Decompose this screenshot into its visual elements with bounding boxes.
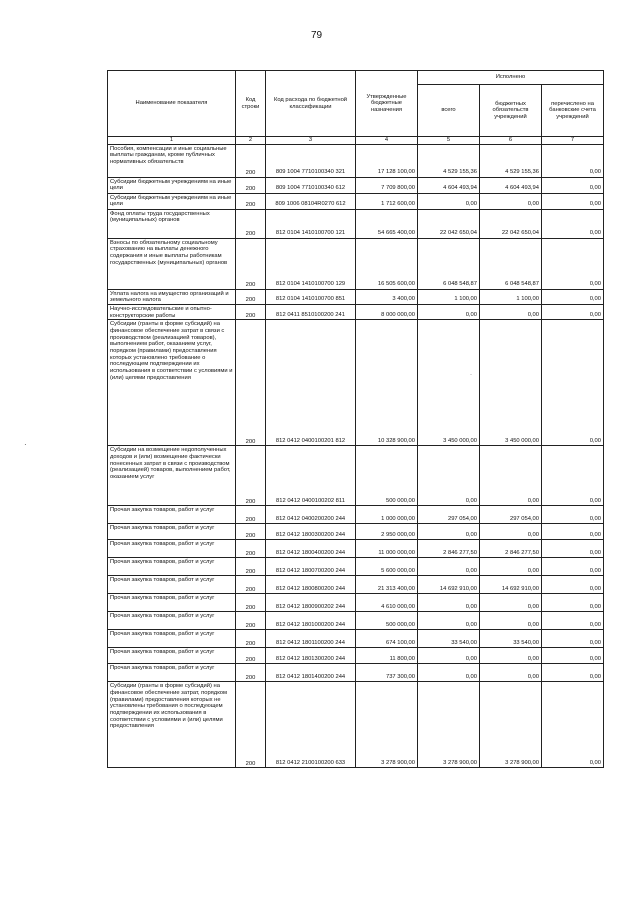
row-executed-bank: 0,00 xyxy=(542,506,604,524)
table-row xyxy=(108,664,604,682)
row-executed-institutions: 0,00 xyxy=(480,594,542,612)
row-line-code: 200 xyxy=(236,648,266,664)
row-executed-total: 0,00 xyxy=(418,193,480,209)
row-line-code: 200 xyxy=(236,193,266,209)
row-expense-code: 812 0412 2100100200 633 xyxy=(266,682,356,768)
row-executed-institutions: 3 450 000,00 xyxy=(480,320,542,446)
header-expense-code: Код расхода по бюджетной классификации xyxy=(266,71,356,137)
row-executed-bank: 0,00 xyxy=(542,177,604,193)
row-executed-bank: 0,00 xyxy=(542,682,604,768)
row-approved: 17 128 100,00 xyxy=(356,144,418,177)
row-executed-institutions: 4 604 493,94 xyxy=(480,177,542,193)
row-approved: 500 000,00 xyxy=(356,612,418,630)
col-number: 7 xyxy=(542,137,604,145)
header-name: Наименование показателя xyxy=(108,71,236,137)
row-executed-bank: 0,00 xyxy=(542,144,604,177)
table-row xyxy=(108,144,604,177)
row-executed-total: 0,00 xyxy=(418,524,480,540)
row-line-code: 200 xyxy=(236,144,266,177)
row-approved: 1 000 000,00 xyxy=(356,506,418,524)
table-row xyxy=(108,576,604,594)
row-expense-code: 812 0412 0400100202 811 xyxy=(266,446,356,506)
row-expense-code: 812 0412 1801100200 244 xyxy=(266,630,356,648)
row-approved: 674 100,00 xyxy=(356,630,418,648)
row-executed-bank: 0,00 xyxy=(542,648,604,664)
row-executed-institutions: 0,00 xyxy=(480,193,542,209)
row-approved: 11 800,00 xyxy=(356,648,418,664)
row-executed-bank: 0,00 xyxy=(542,238,604,289)
row-line-code: 200 xyxy=(236,630,266,648)
row-executed-total: 0,00 xyxy=(418,304,480,319)
row-line-code: 200 xyxy=(236,289,266,304)
row-name: Прочая закупка товаров, работ и услуг xyxy=(108,612,236,630)
table-row xyxy=(108,524,604,540)
table-row xyxy=(108,177,604,193)
row-approved: 54 665 400,00 xyxy=(356,209,418,238)
row-name: Фонд оплаты труда государственных (муниципальных) органов xyxy=(108,209,236,238)
row-executed-institutions: 4 529 155,36 xyxy=(480,144,542,177)
row-expense-code: 812 0412 1800300200 244 xyxy=(266,524,356,540)
row-line-code: 200 xyxy=(236,540,266,558)
header-row-1 xyxy=(108,71,604,85)
row-executed-institutions: 0,00 xyxy=(480,664,542,682)
row-executed-institutions: 33 540,00 xyxy=(480,630,542,648)
row-expense-code: 812 0412 1801400200 244 xyxy=(266,664,356,682)
row-line-code: 200 xyxy=(236,320,266,446)
row-executed-total: 14 692 910,00 xyxy=(418,576,480,594)
row-name: Прочая закупка товаров, работ и услуг xyxy=(108,524,236,540)
row-approved: 2 950 000,00 xyxy=(356,524,418,540)
row-executed-total: 6 048 548,87 xyxy=(418,238,480,289)
row-executed-bank: 0,00 xyxy=(542,594,604,612)
row-expense-code: 812 0412 1800800200 244 xyxy=(266,576,356,594)
row-approved: 8 000 000,00 xyxy=(356,304,418,319)
header-approved: Утвержденные бюджетные назначения xyxy=(356,71,418,137)
row-executed-institutions: 2 846 277,50 xyxy=(480,540,542,558)
row-executed-institutions: 0,00 xyxy=(480,524,542,540)
row-executed-total: 0,00 xyxy=(418,594,480,612)
row-name: Прочая закупка товаров, работ и услуг xyxy=(108,648,236,664)
header-budget-institutions: бюджетных обязательств учреждений xyxy=(480,85,542,137)
row-expense-code: 812 0412 1800400200 244 xyxy=(266,540,356,558)
table-row xyxy=(108,682,604,768)
row-executed-total: 4 604 493,94 xyxy=(418,177,480,193)
table-row xyxy=(108,630,604,648)
row-name: Субсидии (гранты в форме субсидий) на финансовое обеспечение затрат, порядком (правилами) предоставления которых не установлены требования о последующем подтверждении их использования в соответствии с условиями и (или) целями предоставления xyxy=(108,682,236,768)
row-expense-code: 812 0104 1410100700 121 xyxy=(266,209,356,238)
col-number: 5 xyxy=(418,137,480,145)
row-executed-institutions: 0,00 xyxy=(480,648,542,664)
table-row xyxy=(108,320,604,446)
row-executed-institutions: 22 042 650,04 xyxy=(480,209,542,238)
row-approved: 7 709 800,00 xyxy=(356,177,418,193)
row-approved: 4 610 000,00 xyxy=(356,594,418,612)
col-number: 1 xyxy=(108,137,236,145)
table-row xyxy=(108,446,604,506)
row-name: Субсидии (гранты в форме субсидий) на финансовое обеспечение затрат в связи с производством (реализацией товаров), выполнением работ, оказанием услуг, порядком (правилами) предоставления которых установлено требование о последующем подтверждении их использования в соответствии с условиями и (или) целями предоставления xyxy=(108,320,236,446)
row-executed-total: 0,00 xyxy=(418,664,480,682)
row-expense-code: 809 1004 7710100340 612 xyxy=(266,177,356,193)
row-executed-total: 0,00 xyxy=(418,558,480,576)
row-line-code: 200 xyxy=(236,594,266,612)
row-executed-bank: 0,00 xyxy=(542,320,604,446)
row-approved: 3 400,00 xyxy=(356,289,418,304)
row-executed-total: 0,00 xyxy=(418,648,480,664)
header-line-code: Код строки xyxy=(236,71,266,137)
row-approved: 16 505 600,00 xyxy=(356,238,418,289)
row-executed-total: 0,00 xyxy=(418,612,480,630)
row-expense-code: 812 0412 1800700200 244 xyxy=(266,558,356,576)
row-executed-total: 22 042 650,04 xyxy=(418,209,480,238)
row-executed-bank: 0,00 xyxy=(542,558,604,576)
row-executed-total: 2 846 277,50 xyxy=(418,540,480,558)
row-executed-total: 33 540,00 xyxy=(418,630,480,648)
row-line-code: 200 xyxy=(236,682,266,768)
col-number: 6 xyxy=(480,137,542,145)
row-executed-institutions: 0,00 xyxy=(480,304,542,319)
row-line-code: 200 xyxy=(236,612,266,630)
row-line-code: 200 xyxy=(236,576,266,594)
header-total: всего xyxy=(418,85,480,137)
row-name: Взносы по обязательному социальному страхованию на выплаты денежного содержания и иные выплаты работникам государственных (муниципальных) органов xyxy=(108,238,236,289)
row-executed-bank: 0,00 xyxy=(542,304,604,319)
table-row xyxy=(108,209,604,238)
table-row xyxy=(108,594,604,612)
row-line-code: 200 xyxy=(236,238,266,289)
row-executed-institutions: 0,00 xyxy=(480,558,542,576)
row-executed-institutions: 1 100,00 xyxy=(480,289,542,304)
table-row xyxy=(108,289,604,304)
row-expense-code: 809 1004 7710100340 321 xyxy=(266,144,356,177)
row-expense-code: 812 0412 0400200200 244 xyxy=(266,506,356,524)
row-executed-total: 0,00 xyxy=(418,446,480,506)
row-approved: 3 278 900,00 xyxy=(356,682,418,768)
row-expense-code: 809 1006 08104R0270 612 xyxy=(266,193,356,209)
row-executed-institutions: 297 054,00 xyxy=(480,506,542,524)
row-name: Прочая закупка товаров, работ и услуг xyxy=(108,540,236,558)
row-executed-bank: 0,00 xyxy=(542,630,604,648)
scan-speck: · xyxy=(24,440,27,449)
row-name: Прочая закупка товаров, работ и услуг xyxy=(108,506,236,524)
row-approved: 21 313 400,00 xyxy=(356,576,418,594)
col-number: 2 xyxy=(236,137,266,145)
row-name: Прочая закупка товаров, работ и услуг xyxy=(108,630,236,648)
row-name: Субсидии бюджетным учреждениям на иные цели xyxy=(108,193,236,209)
row-approved: 10 328 900,00 xyxy=(356,320,418,446)
row-line-code: 200 xyxy=(236,446,266,506)
header-executed: Исполнено xyxy=(418,71,604,85)
row-name: Прочая закупка товаров, работ и услуг xyxy=(108,558,236,576)
col-number: 4 xyxy=(356,137,418,145)
row-executed-bank: 0,00 xyxy=(542,540,604,558)
row-executed-total: 3 278 900,00 xyxy=(418,682,480,768)
row-approved: 737 300,00 xyxy=(356,664,418,682)
row-executed-bank: 0,00 xyxy=(542,289,604,304)
row-approved: 11 000 000,00 xyxy=(356,540,418,558)
row-executed-bank: 0,00 xyxy=(542,524,604,540)
row-name: Научно-исследовательские и опытно-конструкторские работы xyxy=(108,304,236,319)
row-approved: 500 000,00 xyxy=(356,446,418,506)
row-executed-total: 1 100,00 xyxy=(418,289,480,304)
row-executed-total: 4 529 155,36 xyxy=(418,144,480,177)
row-expense-code: 812 0412 0400100201 812 xyxy=(266,320,356,446)
header-bank-accounts: перечислено на банковские счета учреждений xyxy=(542,85,604,137)
row-expense-code: 812 0104 1410100700 129 xyxy=(266,238,356,289)
row-executed-institutions: 14 692 910,00 xyxy=(480,576,542,594)
row-expense-code: 812 0104 1410100700 851 xyxy=(266,289,356,304)
row-line-code: 200 xyxy=(236,664,266,682)
row-executed-institutions: 3 278 900,00 xyxy=(480,682,542,768)
row-approved: 1 712 600,00 xyxy=(356,193,418,209)
row-name: Прочая закупка товаров, работ и услуг xyxy=(108,576,236,594)
row-executed-bank: 0,00 xyxy=(542,193,604,209)
row-line-code: 200 xyxy=(236,558,266,576)
row-executed-bank: 0,00 xyxy=(542,612,604,630)
row-name: Прочая закупка товаров, работ и услуг xyxy=(108,664,236,682)
table-row xyxy=(108,193,604,209)
row-expense-code: 812 0412 1801300200 244 xyxy=(266,648,356,664)
table-row xyxy=(108,648,604,664)
row-executed-bank: 0,00 xyxy=(542,446,604,506)
row-approved: 5 600 000,00 xyxy=(356,558,418,576)
page-number: 79 xyxy=(310,30,323,41)
column-number-row xyxy=(108,137,604,145)
table-row xyxy=(108,506,604,524)
table-row xyxy=(108,558,604,576)
row-line-code: 200 xyxy=(236,209,266,238)
table-row xyxy=(108,238,604,289)
row-expense-code: 812 0411 8510100200 241 xyxy=(266,304,356,319)
row-name: Уплата налога на имущество организаций и земельного налога xyxy=(108,289,236,304)
row-executed-institutions: 0,00 xyxy=(480,446,542,506)
row-executed-bank: 0,00 xyxy=(542,209,604,238)
budget-execution-table xyxy=(107,70,604,768)
table-row xyxy=(108,304,604,319)
row-line-code: 200 xyxy=(236,506,266,524)
row-line-code: 200 xyxy=(236,177,266,193)
row-executed-institutions: 6 048 548,87 xyxy=(480,238,542,289)
row-executed-total: 3 450 000,00 xyxy=(418,320,480,446)
row-line-code: 200 xyxy=(236,304,266,319)
table-row xyxy=(108,612,604,630)
row-executed-bank: 0,00 xyxy=(542,576,604,594)
row-executed-total: 297 054,00 xyxy=(418,506,480,524)
row-line-code: 200 xyxy=(236,524,266,540)
row-name: Субсидии на возмещение недополученных доходов и (или) возмещение фактически понесенных затрат в связи с производством (реализацией) товаров, выполнением работ, оказанием услуг xyxy=(108,446,236,506)
row-executed-bank: 0,00 xyxy=(542,664,604,682)
row-name: Субсидии бюджетным учреждениям на иные цели xyxy=(108,177,236,193)
table-row xyxy=(108,540,604,558)
scan-speck: · xyxy=(470,372,472,378)
col-number: 3 xyxy=(266,137,356,145)
row-expense-code: 812 0412 1800900202 244 xyxy=(266,594,356,612)
row-name: Прочая закупка товаров, работ и услуг xyxy=(108,594,236,612)
row-expense-code: 812 0412 1801000200 244 xyxy=(266,612,356,630)
row-name: Пособия, компенсации и иные социальные выплаты гражданам, кроме публичных нормативных обязательств xyxy=(108,144,236,177)
row-executed-institutions: 0,00 xyxy=(480,612,542,630)
